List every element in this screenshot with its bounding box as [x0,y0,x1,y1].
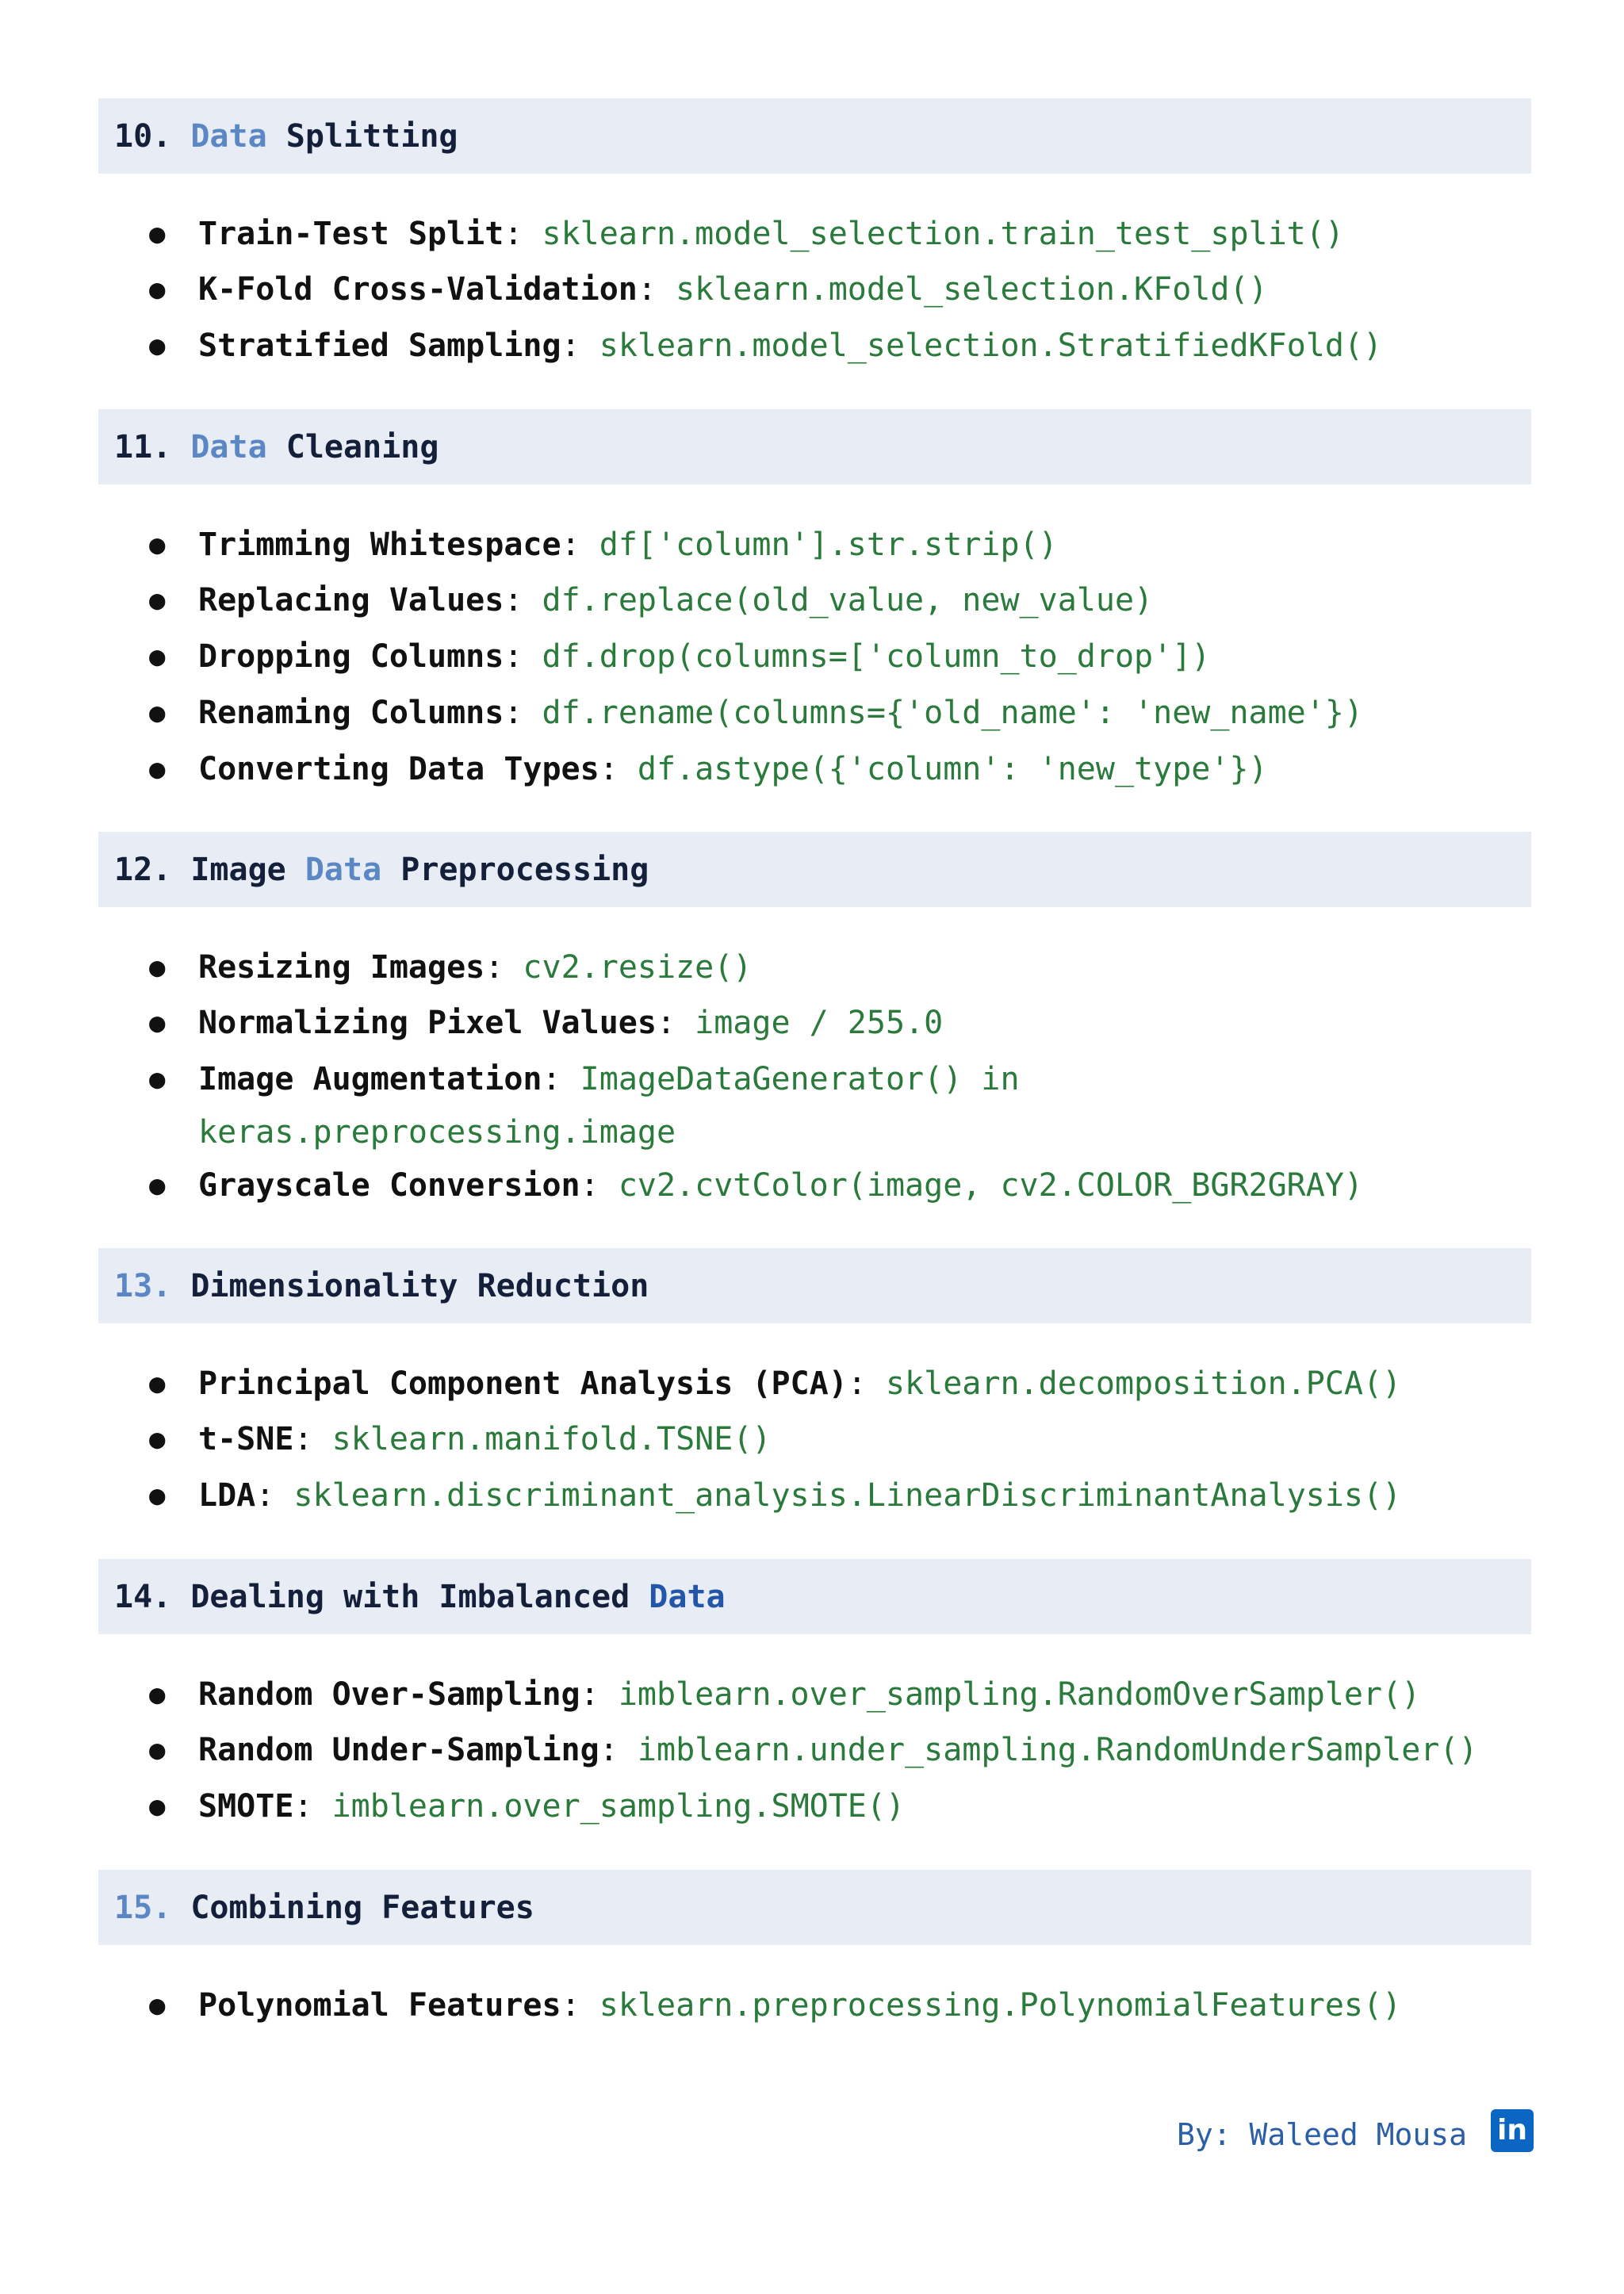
item-term: t-SNE [198,1421,294,1457]
bullet-icon: ● [149,1368,166,1400]
item-code: imblearn.over_sampling.RandomOverSampler() [618,1676,1421,1713]
item-term: SMOTE [198,1788,294,1825]
item-term: Resizing Images [198,949,485,986]
section-title-part: Data [285,851,382,888]
bullet-icon: ● [149,1790,166,1822]
item-code: imblearn.over_sampling.SMOTE() [331,1788,906,1825]
bullet-icon: ● [149,641,166,672]
bullet-icon: ● [149,1480,166,1511]
section-title-part: Cleaning [266,428,439,465]
section-number: 14. [114,1578,172,1615]
item-term: LDA [198,1477,256,1514]
item-code: df.replace(old_value, new_value) [542,582,1154,618]
item-code: ImageDataGenerator() in keras.preprocessing.image [198,1061,1020,1151]
item-code: sklearn.preprocessing.PolynomialFeatures() [599,1987,1402,2024]
section-number: 12. [114,851,172,888]
item-term: Dropping Columns [198,638,504,675]
bullet-icon: ● [149,1007,166,1039]
bullet-icon: ● [149,697,166,729]
item-code: sklearn.model_selection.StratifiedKFold() [599,327,1383,364]
item-code: sklearn.decomposition.PCA() [885,1365,1402,1402]
bullet-icon: ● [149,1679,166,1710]
item-term: Renaming Columns [198,695,504,731]
item-code: sklearn.discriminant_analysis.LinearDiscriminantAnalysis() [293,1477,1402,1514]
section-header-13 [98,1248,1531,1323]
section-title-part: Preprocessing [381,851,649,888]
item-term: Train-Test Split [198,216,504,252]
item-term: Converting Data Types [198,751,599,787]
section-number: 15. [114,1889,172,1926]
item-term: Replacing Values [198,582,504,618]
section-title-part: Dealing with Imbalanced [171,1578,630,1615]
bullet-icon: ● [149,584,166,616]
section-number: 13. [114,1267,172,1304]
bullet-icon: ● [149,1063,166,1095]
bullet-icon: ● [149,1990,166,2021]
item-term: Stratified Sampling [198,327,561,364]
item-term: Random Under-Sampling [198,1732,599,1768]
bullet-icon: ● [149,330,166,362]
item-code: cv2.resize() [523,949,753,986]
section-title-part: Data [171,117,267,155]
item-code: image / 255.0 [695,1005,944,1041]
item-term: Image Augmentation [198,1061,542,1097]
bullet-icon: ● [149,1734,166,1766]
item-term: Grayscale Conversion [198,1167,580,1204]
item-code: df.rename(columns={'old_name': 'new_name'}) [542,695,1364,731]
document-page: 10. Data Splitting ● Train-Test Split: sklearn.model_selection.train_test_split() ● K-Fold Cross-Validation: sklearn.model_selection.KFold() ● Stratified Sampling: sklearn.model_selection.StratifiedKFold() 11. Data Cleaning ● Trimming Whitespace: df['column'].str.strip() ● Replacing Values: df.replace(old_value, new_value) ● Dropping Columns: df.drop(columns=['column_to_drop']) ● Renaming Columns: df.rename(columns={'old_name': 'new_name'}) ● Converting Data Types: df.astype({'column': 'new_type'}) 12. Image Data Preprocessing ● Resizing Images: cv2.resize() ● Normalizing Pixel Values: image / 255.0 ● Image Augmentation: ImageDataGenerator() in keras.preprocessing.image ● Grayscale Conversion: cv2.cvtColor(image, cv2.COLOR_BGR2GRAY) 13. Dimensionality Reduction ● Principal Component Analysis (PCA): sklearn.decomposition.PCA() ● t-SNE: sklearn.manifold.TSNE() ● LDA: sklearn.discriminant_analysis.LinearDiscriminantAnalysis() 14. Dealing with Imbalanced Data ● Random Over-Sampling: imblearn.over_sampling.RandomOverSampler() ● Random Under-Sampling: imblearn.under_sampling.RandomUnderSampler() ● SMOTE: imblearn.over_sampling.SMOTE() 15. Combining Features ● Polynomial Features: sklearn.preprocessing.PolynomialFeatures() By: Waleed Mousa in [0,0,1624,2294]
section-number: 11. [114,428,172,465]
section-title-part: Splitting [266,117,458,155]
linkedin-icon[interactable]: in [1491,2109,1534,2152]
item-code: df['column'].str.strip() [599,527,1058,563]
section-number: 10. [114,117,172,155]
section-title-part: Combining Features [171,1889,534,1926]
author-byline: By: Waleed Mousa [1176,2117,1467,2152]
item-term: Normalizing Pixel Values [198,1005,657,1041]
bullet-icon: ● [149,274,166,305]
item-term: Random Over-Sampling [198,1676,580,1713]
item-code: df.astype({'column': 'new_type'}) [637,751,1268,787]
bullet-icon: ● [149,952,166,983]
item-term: Principal Component Analysis (PCA) [198,1365,848,1402]
bullet-icon: ● [149,1423,166,1455]
section-header-11 [98,409,1531,484]
section-title-part: Dimensionality Reduction [171,1267,649,1304]
section-header-12 [98,832,1531,907]
bullet-icon: ● [149,1170,166,1201]
item-term: Trimming Whitespace [198,527,561,563]
item-code: sklearn.model_selection.KFold() [676,271,1268,308]
section-title-part: Image [171,851,286,888]
section-title-part: Data [171,428,267,465]
item-code: cv2.cvtColor(image, cv2.COLOR_BGR2GRAY) [618,1167,1364,1204]
section-header-15 [98,1870,1531,1945]
item-code: sklearn.manifold.TSNE() [331,1421,772,1457]
item-code: sklearn.model_selection.train_test_split() [542,216,1344,252]
bullet-icon: ● [149,529,166,561]
bullet-icon: ● [149,753,166,785]
section-header-10 [98,98,1531,174]
bullet-icon: ● [149,218,166,250]
section-header-14 [98,1559,1531,1634]
item-code: df.drop(columns=['column_to_drop']) [542,638,1211,675]
section-title-part: Data [630,1578,726,1615]
item-code: imblearn.under_sampling.RandomUnderSampler() [637,1732,1478,1768]
item-term: K-Fold Cross-Validation [198,271,638,308]
item-term: Polynomial Features [198,1987,561,2024]
